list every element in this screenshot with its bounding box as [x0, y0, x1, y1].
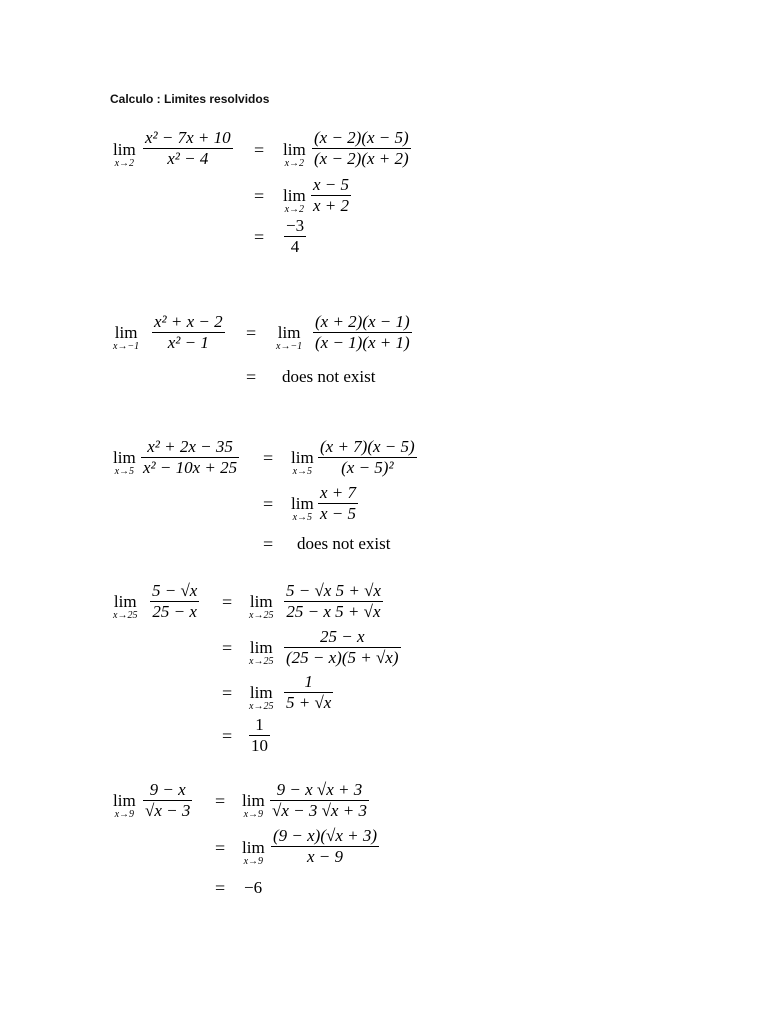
denominator: x − 5 [320, 504, 357, 523]
step-fraction [312, 128, 411, 169]
numerator: 5 − √x [152, 581, 198, 600]
numerator: x² − 7x + 10 [145, 128, 231, 147]
denominator: 4 [290, 237, 300, 256]
numerator: 9 − x [149, 780, 186, 799]
lim-operator [283, 187, 306, 215]
lim-word: lim [242, 791, 265, 810]
equals-sign: = [254, 186, 265, 206]
lim-subscript: x→9 [243, 809, 264, 820]
lim-operator [113, 141, 136, 169]
lim-word: lim [291, 448, 314, 467]
numerator: x² + x − 2 [154, 312, 223, 331]
lim-subscript: x→9 [114, 809, 135, 820]
step-fraction [318, 437, 417, 478]
lim-operator [113, 449, 136, 477]
numerator: 25 − x [319, 627, 365, 646]
lim-subscript: x→−1 [113, 341, 140, 352]
numerator: 1 [255, 715, 264, 734]
lim-subscript: x→9 [243, 856, 264, 867]
equals-sign: = [254, 227, 265, 247]
lim-word: lim [283, 140, 306, 159]
lim-subscript: x→25 [249, 610, 274, 621]
result-text: does not exist [282, 367, 376, 386]
equals-sign: = [246, 367, 257, 387]
lim-subscript: x→5 [292, 466, 313, 477]
step-fraction [284, 672, 333, 713]
denominator: x − 9 [306, 847, 344, 866]
lim-word: lim [249, 592, 273, 611]
lhs-fraction [143, 780, 192, 821]
lim-subscript: x→25 [113, 610, 138, 621]
equals-sign: = [222, 592, 233, 612]
lim-subscript: x→2 [284, 204, 305, 215]
lim-word: lim [291, 494, 314, 513]
lim-operator [283, 141, 306, 169]
denominator: √x − 3 √x + 3 [272, 801, 367, 820]
lim-word: lim [113, 791, 136, 810]
lim-word: lim [249, 683, 273, 702]
equals-sign: = [222, 683, 233, 703]
numerator: (x + 2)(x − 1) [315, 312, 410, 331]
lim-word: lim [113, 592, 137, 611]
step-fraction [271, 826, 379, 867]
step-fraction [311, 175, 351, 216]
equals-sign: = [263, 448, 274, 468]
lim-operator [276, 324, 302, 352]
page-title: Calculo : Limites resolvidos [110, 92, 270, 106]
lim-word: lim [277, 323, 301, 342]
equals-sign: = [263, 534, 274, 554]
lhs-fraction [150, 581, 199, 622]
denominator: x² − 10x + 25 [143, 458, 238, 477]
numerator: x + 7 [320, 483, 357, 502]
result-text: does not exist [297, 534, 391, 553]
step-fraction [318, 483, 358, 524]
numerator: (x + 7)(x − 5) [320, 437, 415, 456]
denominator: (x − 5)² [341, 458, 394, 477]
lim-word: lim [113, 140, 136, 159]
denominator: x² − 1 [167, 333, 209, 352]
equals-sign: = [254, 140, 265, 160]
denominator: 25 − x 5 + √x [286, 602, 381, 621]
equals-sign: = [215, 838, 226, 858]
lim-word: lim [114, 323, 138, 342]
result-value: −6 [244, 878, 263, 897]
lhs-fraction [152, 312, 225, 353]
equals-sign: = [222, 638, 233, 658]
lim-subscript: x→5 [292, 512, 313, 523]
lim-subscript: x→2 [284, 158, 305, 169]
lim-operator [113, 324, 139, 352]
denominator: 25 − x [152, 602, 197, 621]
equals-sign: = [215, 878, 226, 898]
lhs-fraction [141, 437, 239, 478]
lhs-fraction [143, 128, 233, 169]
lim-operator [249, 639, 273, 667]
numerator: 1 [304, 672, 313, 691]
lim-subscript: x→5 [114, 466, 135, 477]
numerator: 9 − x √x + 3 [276, 780, 363, 799]
equals-sign: = [215, 791, 226, 811]
denominator: (x − 2)(x + 2) [314, 149, 409, 168]
lim-subscript: x→25 [249, 701, 274, 712]
lim-word: lim [283, 186, 306, 205]
result-fraction [249, 715, 270, 756]
numerator: (9 − x)(√x + 3) [273, 826, 378, 845]
lim-operator [249, 593, 273, 621]
lim-subscript: x→2 [114, 158, 135, 169]
lim-operator [249, 684, 273, 712]
lim-operator [242, 839, 265, 867]
lim-word: lim [242, 838, 265, 857]
step-fraction [270, 780, 369, 821]
lim-operator [113, 593, 137, 621]
step-fraction [313, 312, 412, 353]
step-fraction [284, 627, 401, 668]
lim-word: lim [249, 638, 273, 657]
denominator: (x − 1)(x + 1) [315, 333, 410, 352]
lim-operator [291, 495, 314, 523]
equals-sign: = [222, 726, 233, 746]
lim-operator [291, 449, 314, 477]
numerator: 5 − √x 5 + √x [286, 581, 381, 600]
numerator: (x − 2)(x − 5) [314, 128, 409, 147]
numerator: x − 5 [313, 175, 350, 194]
denominator: 5 + √x [286, 693, 332, 712]
lim-subscript: x→−1 [276, 341, 303, 352]
denominator: x² − 4 [167, 149, 209, 168]
lim-word: lim [113, 448, 136, 467]
equals-sign: = [263, 494, 274, 514]
numerator: −3 [286, 216, 305, 235]
numerator: x² + 2x − 35 [147, 437, 233, 456]
denominator: (25 − x)(5 + √x) [286, 648, 399, 667]
step-fraction [284, 581, 383, 622]
lim-operator [113, 792, 136, 820]
result-fraction [284, 216, 306, 257]
lim-subscript: x→25 [249, 656, 274, 667]
equals-sign: = [246, 323, 257, 343]
denominator: √x − 3 [145, 801, 191, 820]
denominator: x + 2 [313, 196, 350, 215]
lim-operator [242, 792, 265, 820]
denominator: 10 [251, 736, 268, 755]
